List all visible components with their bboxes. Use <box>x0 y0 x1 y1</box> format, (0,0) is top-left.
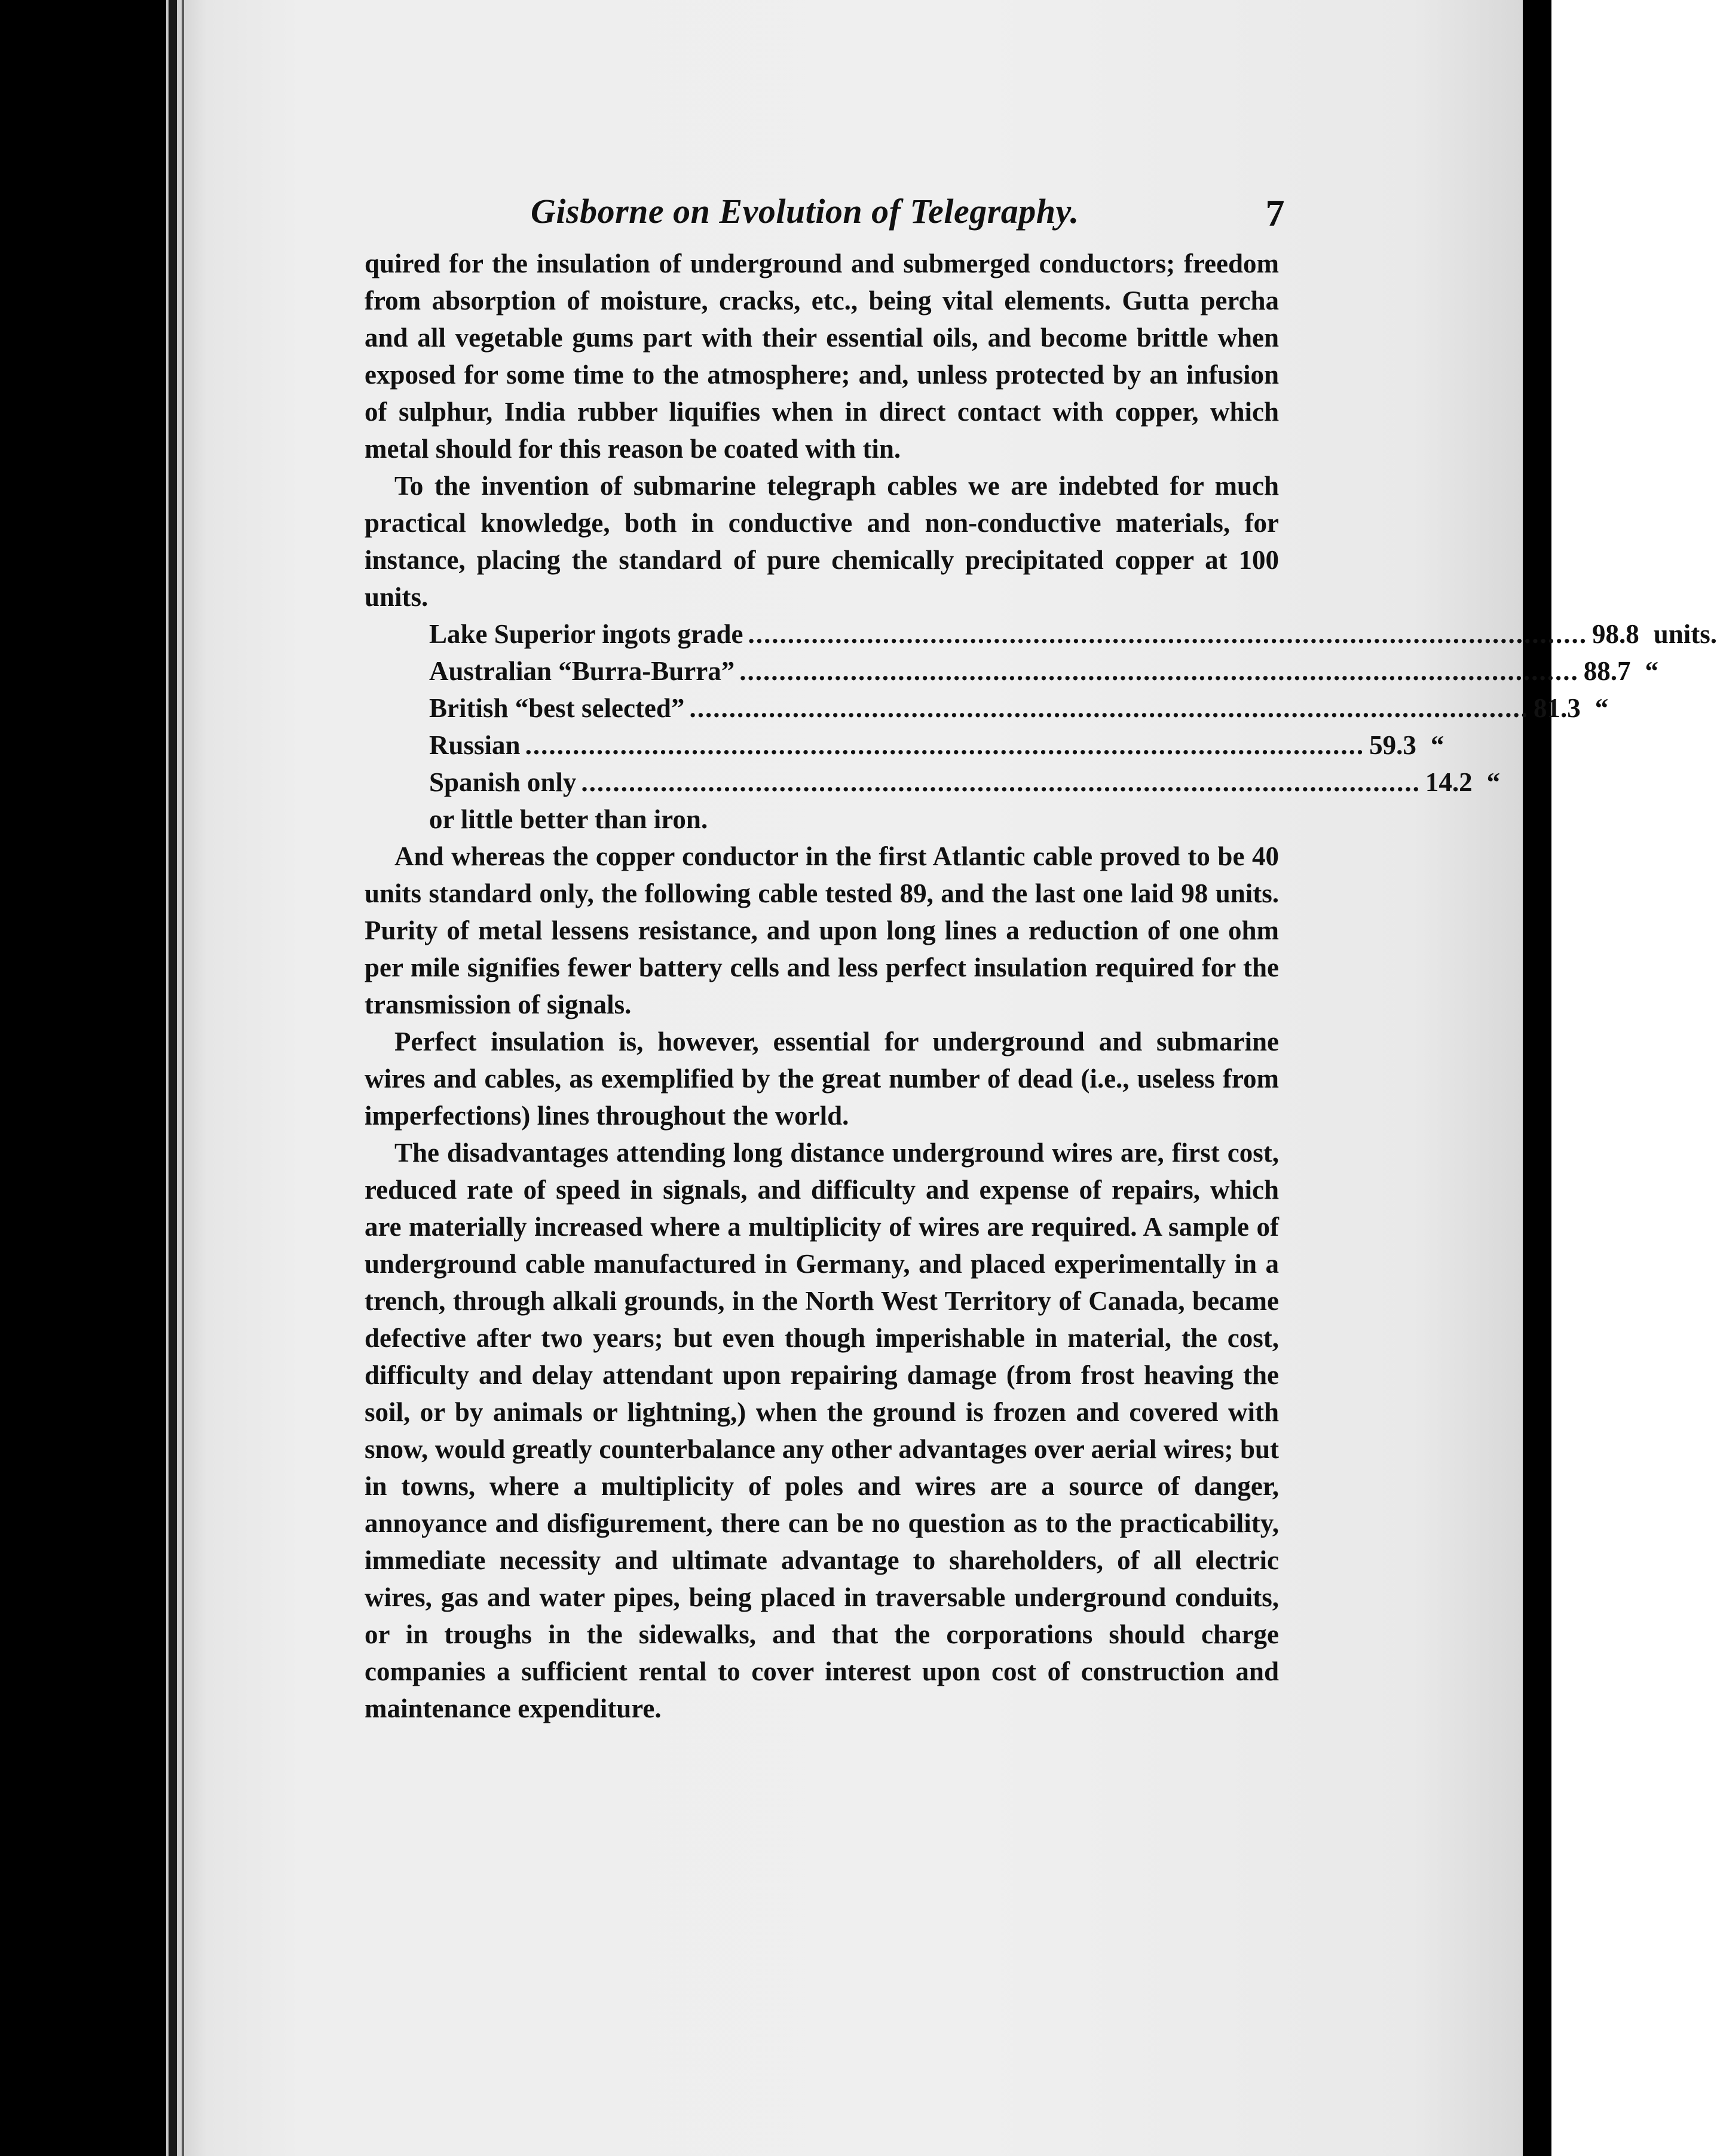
row-label: British “best selected” <box>429 693 685 723</box>
table-tail-note: or little better than iron. <box>429 804 708 834</box>
row-value: 98.8 <box>1591 619 1639 649</box>
row-label: Lake Superior ingots grade <box>429 619 743 649</box>
paragraph: Perfect insulation is, however, essential for underground and submarine wires and cables, as exemplified by the great number of dead (i.e., useless from imperfections) lines throughout the world. <box>365 1027 1279 1131</box>
copper-standard-table <box>429 615 1717 838</box>
row-unit: “ <box>1486 767 1501 797</box>
paragraph: And whereas the copper conductor in the first Atlantic cable proved to be 40 units standard only, the following cable tested 89, and the last one laid 98 units. Purity of metal lessens resistance, and upon long lines a reduction of one ohm per mile signifies fewer battery cells and less perfect insulation required for the transmission of signals. <box>365 841 1279 1019</box>
leader-dots: .......................................................................................................... <box>739 656 1579 686</box>
row-label: Spanish only <box>429 767 577 797</box>
page-content <box>365 191 1717 1727</box>
row-unit: units. <box>1653 619 1717 649</box>
leader-dots: .......................................................................................................... <box>748 619 1587 649</box>
row-unit: “ <box>1594 693 1609 723</box>
table-row <box>429 690 1609 727</box>
table-row <box>429 615 1717 653</box>
running-head <box>365 191 1285 245</box>
leader-dots: .......................................................................................................... <box>689 693 1529 723</box>
paragraph: quired for the insulation of underground and submerged conductors; freedom from absorption of moisture, cracks, etc., being vital elements. Gutta percha and all vegetable gums part with their essential oils, and become brittle when exposed for some time to the atmosphere; and, unless protected by an infusion of sulphur, India rubber liquifies when in direct contact with copper, which metal should for this reason be coated with tin. <box>365 249 1279 464</box>
page-number: 7 <box>1265 192 1285 234</box>
running-head-title: Gisborne on Evolution of Telegraphy. <box>531 192 1079 231</box>
table-row <box>429 764 1501 801</box>
row-value: 81.3 <box>1533 693 1581 723</box>
row-value: 14.2 <box>1425 767 1473 797</box>
binding-edge-shadow <box>182 0 184 2156</box>
row-value: 59.3 <box>1369 730 1416 760</box>
leader-dots: .......................................................................................................... <box>581 767 1421 797</box>
table-row <box>429 653 1658 690</box>
paragraph: To the invention of submarine telegraph cables we are indebted for much practical knowledge, both in conductive and non-conductive materials, for instance, placing the standard of pure chemically precipitated copper at 100 units. <box>365 471 1279 612</box>
row-value: 88.7 <box>1583 656 1631 686</box>
row-unit: “ <box>1430 730 1444 760</box>
leader-dots: .......................................................................................................... <box>525 730 1365 760</box>
row-label: Australian “Burra-Burra” <box>429 656 735 686</box>
row-label: Russian <box>429 730 521 760</box>
table-row <box>429 727 1444 764</box>
paragraph: The disadvantages attending long distance underground wires are, first cost, reduced rate of speed in signals, and difficulty and expense of repairs, which are materially increased where a multiplicity of wires are required. A sample of underground cable manufactured in Germany, and placed experimentally in a trench, through alkali grounds, in the North West Territory of Canada, became defective after two years; but even though imperishable in material, the cost, difficulty and delay attendant upon repairing damage (from frost heaving the soil, or by animals or lightning,) when the ground is frozen and covered with snow, would greatly counterbalance any other advantages over aerial wires; but in towns, where a multiplicity of poles and wires are a source of danger, annoyance and disfigurement, there can be no question as to the practicability, immediate necessity and ultimate advantage to shareholders, of all electric wires, gas and water pipes, being placed in traversable underground conduits, or in troughs in the sidewalks, and that the corporations should charge companies a sufficient rental to cover interest upon cost of construction and maintenance expenditure. <box>365 1138 1279 1723</box>
body-text <box>365 245 1717 1727</box>
binding-edge <box>169 0 177 2156</box>
row-unit: “ <box>1645 656 1658 686</box>
